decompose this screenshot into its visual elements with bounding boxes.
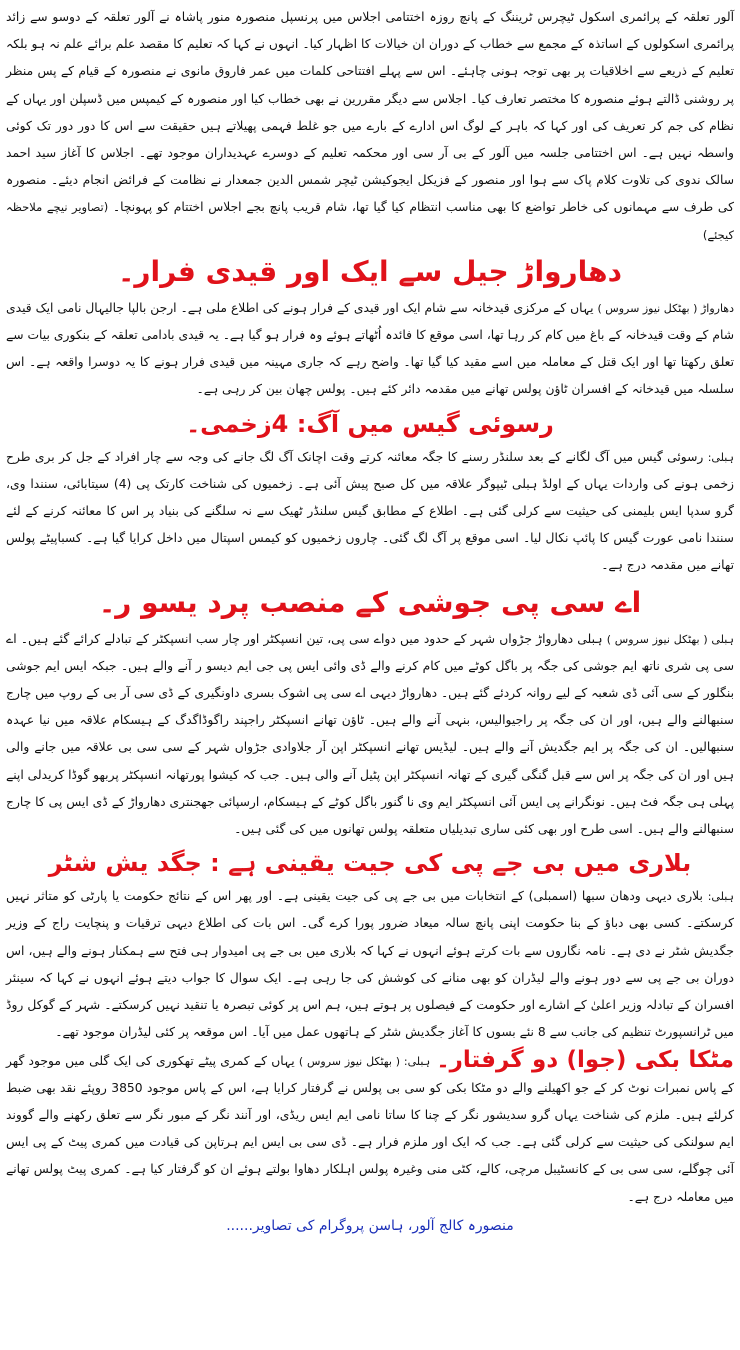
- article-3-paragraph: [6, 444, 734, 580]
- article-5-headline: بلاری میں بی جے پی کی جیت یقینی ہے : جگد یش شٹر: [48, 849, 692, 878]
- article-4-headline: اے سی پی جوشی کے منصب پرد یسو ر۔: [98, 585, 642, 619]
- article-4-body: ہبلی دھارواڑ جڑواں شہر کے حدود میں دواے سی پی، تین انسپکٹر اور چار سب انسپکٹر کے تبادلے کرائے گئے ہیں۔ اے سی پی شری ناتھ ایم جوشی کی جگہ پر باگل کوٹے میں کام کرنے والے ڈی وائی ایس پی جی ایم دیسو ر آنے والے ہیں۔ جبکہ ایس ایم جوشی بنگلور کے سی آئی ڈی شعبہ کے لیے روانہ کردئے گئے ہیں۔ دھارواڑ دیہی اے سی پی اشوک بسری داونگیری کے ڈی سی آر بی کے روپ میں چارج سنبھالنے والے ہیں، اور ان کی جگہ پر راجیوالیس، بنہی آنے والے ہیں۔ ٹاؤن تھانے انسپکٹر راجپند راگوڈاگدگ کے ہیسکام علاقہ میں نیا عہدہ سنبھالیں۔ ان کی جگہ پر ایم جگدیش آنے والے ہیں۔ لیڈیس تھانے انسپکٹر اپن آر جلاوادی جڑواں شہر کے سی سی بی علاقہ میں جانے والی ہیں اور ان کی جگہ پر اس سے قبل گنگی گیری کے تھانہ انسپکٹر اپن پٹیل آنے والی ہیں۔ جب کہ کیشوا پورتھانہ انسپکٹر پربھو گوڈا کریدلی اپنے پہلی ہی جگہ فٹ ہیں۔ نونگرانے پی ایس آئی انسپکٹر ایم وی نا گنور باگل کوٹے کے ہیسکام، ارسپائی جھجنتری دھارواڑ کے ڈی ایس پی کا چارج سنبھالنے والے ہیں۔ اسی طرح اور بھی کئی ساری تبدیلیاں متعلقہ پولس تھانوں میں کی گئی ہیں۔: [6, 631, 734, 837]
- article-6-paragraph: [6, 1047, 734, 1211]
- article-2-dateline: دھارواڑ ( بھٹکل نیوز سروس ): [597, 301, 734, 315]
- article-2-body: یہاں کے مرکزی قیدخانہ سے شام ایک اور قیدی کے فرار ہونے کی اطلاع ملی ہے۔ ارجن بالپا جالیہال نامی ایک قیدی شام کے وقت قیدخانہ کے باغ میں کام کر رہا تھا، اسی موقع کا فائدہ اُٹھاتے ہوئے وہ فرار ہو گیا ہے۔ یہ قیدی بادامی تعلقہ کے بنکوری بیات سے تعلق رکھتا تھا اور ایک قتل کے معاملہ میں اسے مقید کیا گیا تھا۔ واضح رہے کہ جاری مہینہ میں قیدی فرار ہونے کا یہ دوسرا واقعہ ہے۔ اس سلسلہ میں قیدخانہ کے افسران ٹاؤن پولس تھانے میں مقدمہ دائر کئے ہیں۔ پولس چھان بین کر رہی ہے۔: [6, 300, 734, 397]
- article-2-paragraph: [6, 295, 734, 404]
- article-2-headline: دھارواڑ جیل سے ایک اور قیدی فرار۔: [118, 254, 622, 288]
- article-6-body: یہاں کے کمری پیٹے تھکوری کی ایک گلی میں موجود گھر کے پاس نمبرات نوٹ کر کے جو اکھیلنے والے دو مٹکا بکی کو سی بی پولس نے گرفتار کرایا ہے، اس کے پاس موجود 3850 روپئے نقد بھی ضبط کرلئے ہیں۔ ملزم کی شناخت یہاں گرو سدیشور نگر کے چنا کا ساتا نامی ایم ایس ریڈی، اور آنند نگر کے مبور نگر سے تعلق رکھنے والے گووند ایم سولنکی کی حیثیت سے کرلی گئی ہے۔ جب کہ ایک اور ملزم فرار ہے۔ ڈی سی بی ایس ایم ہرتاپن کی قیادت میں کمری پیٹ کے پی ایس آئی چوگلے، سی سی بی کے کانسٹیبل مرچی، کالے، کٹی منی وغیرہ پولس اہلکار دھاوا بولتے ہوئے ان کو گرفتار کیا ہے۔ کمری پیٹ پولس تھانے میں معاملہ درج ہے۔: [6, 1053, 734, 1204]
- photo-gallery-caption: منصورہ کالج آلور، ہاسن پروگرام کی تصاویر......: [226, 1217, 514, 1234]
- article-5-dateline: ہبلی:: [707, 890, 734, 904]
- article-4-paragraph: [6, 626, 734, 844]
- article-3-headline: رسوئی گیس میں آگ: 4زخمی۔: [186, 409, 554, 438]
- article-4-dateline: ہبلی ( بھٹکل نیوز سروس ): [606, 632, 734, 646]
- article-1-body: آلور تعلقہ کے پرائمری اسکول ٹیچرس ٹریننگ کے پانچ روزہ اختتامی اجلاس میں پرنسپل منصورہ منور پاشاہ نے آلور تعلقہ کے دوسو سے زائد پرائمری اسکولوں کے اساتذہ کے مجمع سے خطاب کے دوران ان خیالات کا اظہار کیا۔ انہوں نے کہا کہ تعلیم کا مقصد علم برائے علم نہ ہو بلکہ تعلیم کے ذریعے سے اخلاقیات پر بھی توجہ ہونی چاہئے۔ اس سے پہلے افتتاحی کلمات میں عمر فاروق مانوی نے منصورہ کے قیام کے پس منظر پر روشنی ڈالتے ہوئے منصورہ کا مختصر تعارف کیا۔ اجلاس سے دیگر مقررین نے بھی خطاب کیا اور منصورہ کے کیمپس میں ڈسپلن اور یہاں کے نظام کی جم کر تعریف کی اور کہا کہ باہر کے لوگ اس ادارے کے بارے میں جو غلط فہمی پھیلاتے ہیں حقیقت سے اس کا دور دور تک کوئی واسطہ نہیں ہے۔ اس اختتامی جلسہ میں آلور کے بی آر سی اور محکمہ تعلیم کے دوسرے عہدیداران موجود تھے۔ اجلاس کا آغاز سید احمد سالک ندوی کی تلاوت کلام پاک سے ہوا اور منصور کے فزیکل ایجوکیشن ٹیچر شمس الدین جمعدار نے نظامت کے فرائض انجام دیئے۔ منصورہ کی طرف سے مہمانوں کی خاطر تواضع کا بھی مناسب انتظام کیا گیا تھا، شام قریب پانچ بجے اجلاس اختتام کو پہونچا۔: [6, 10, 735, 215]
- article-5-paragraph: [6, 883, 734, 1046]
- article-6-headline: مٹکا بکی (جوا) دو گرفتار۔: [436, 1046, 734, 1073]
- article-1-paragraph: [6, 4, 734, 249]
- photo-note: (تصاویر نیچے ملاحظہ کیجئے): [6, 200, 734, 242]
- article-5-body: بلاری دیہی ودھان سبھا (اسمبلی) کے انتخابات میں بی جے پی کی جیت یقینی ہے۔ اور پھر اس کے نتائج حکومت یا پارٹی کو متاثر نہیں کرسکتے۔ کسی بھی دباؤ کے بنا حکومت اپنی پانچ سالہ میعاد ضرور پورا کرے گی۔ اس بات کی اطلاع دیہی ترقیات و پنچایت راج کے وزیر جگدیش شٹر نے دی ہے۔ نامہ نگاروں سے بات کرتے ہوئے انہوں نے کہا کہ بلاری میں بی جے پی امیدوار ہی فتح سے ہمکنار ہونے والے ہیں، اس دوران بی جے پی سے دور ہونے والے لیڈران کو بھی منانے کی کوشش کی جا رہی ہے۔ ایک سوال کا جواب دیتے ہوئے انہوں نے کہا کہ سینئر افسران کے تبادلہ وزیر اعلیٰ کے اشارے اور حکومت کے فیصلوں پر ہوتے ہیں، ہم اس پر کوئی تبصرہ یا تنقید نہیں کرسکتے۔ شہر کے گوکل روڈ میں ٹرانسپورٹ تنظیم کی جانب سے 8 نئے بسوں کا آغاز جگدیش شٹر کے ہاتھوں عمل میں آیا۔ اس موقعہ پر کئی لیڈران موجود تھے۔: [6, 889, 734, 1040]
- article-3-dateline: ہبلی:: [707, 450, 734, 464]
- article-3-body: رسوئی گیس میں آگ لگانے کے بعد سلنڈر رسنے کا جگہ معائنہ کرتے وقت اچانک آگ لگ جانے کی وجہ سے چار افراد کے جل کر بری طرح زخمی ہونے کی واردات یہاں کے اولڈ ہبلی ٹیپوگر علاقہ میں کل صبح پیش آئی ہے۔ زخمیوں کی شناخت کارتک پی (4) سیتابائی، سنندا وی، گرو سدپا ایس بلیمنی کی حیثیت سے کرلی گئی ہے۔ اطلاع کے مطابق گیس سلنڈر ٹھیک سے نہ سلگنے کی بنیاد پر اس کا معائنہ کرنے کے لئے سنندا نامی عورت گیس کا پائپ نکال لیا۔ اسی موقع پر آگ لگ گئی۔ چاروں زخمیوں کو کیمس اسپتال میں داخل کرایا گیا ہے۔ کسباپیٹے پولس تھانے میں مقدمہ درج ہے۔: [6, 449, 734, 573]
- article-6-dateline: ہبلی: ( بھٹکل نیوز سروس ): [298, 1054, 431, 1068]
